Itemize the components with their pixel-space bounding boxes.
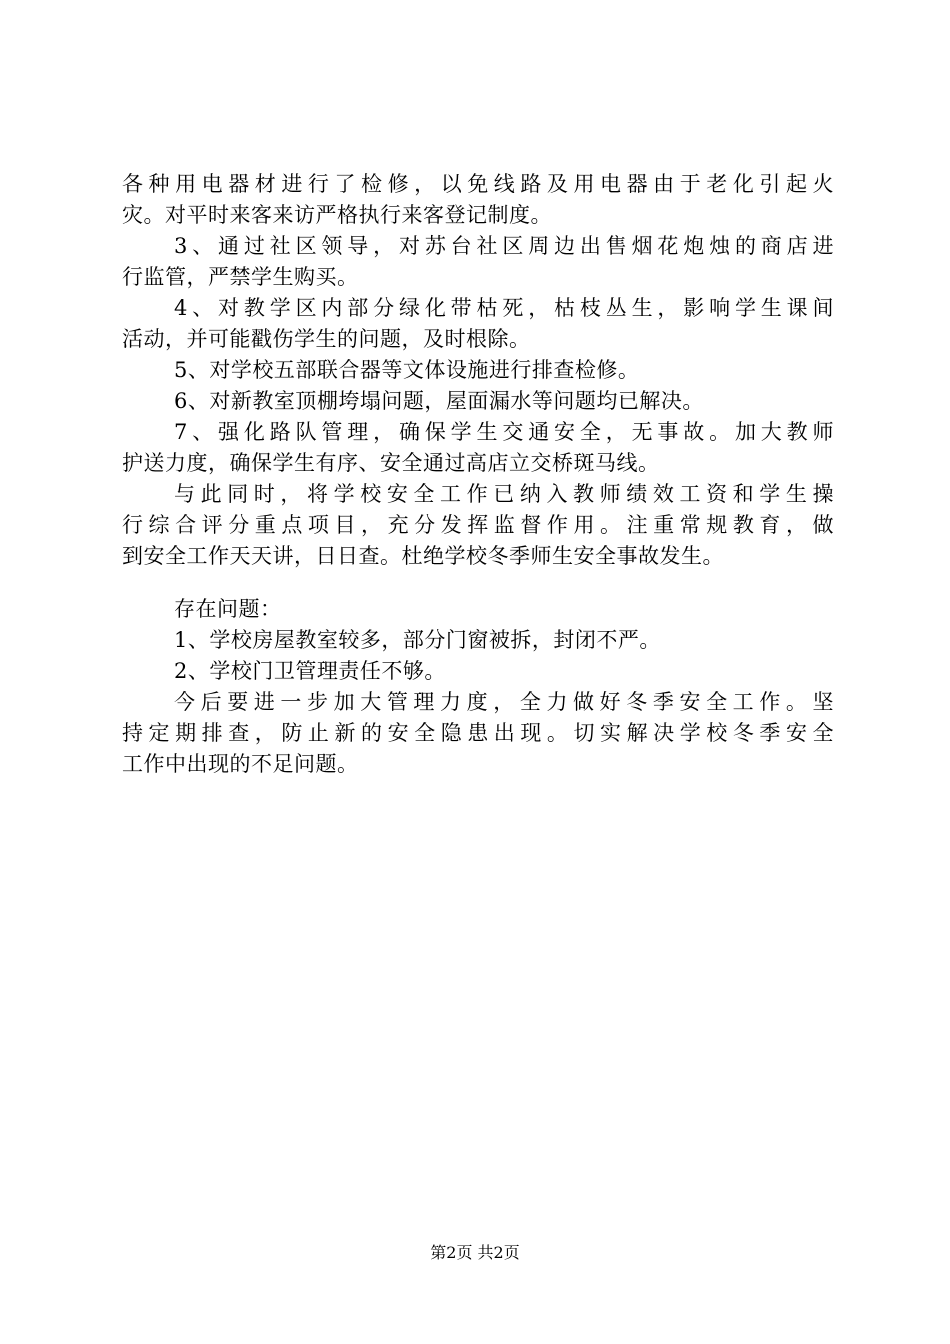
text-line: 6、对新教室顶棚垮塌问题，屋面漏水等问题均已解决。 <box>174 389 704 413</box>
text-line: 2、学校门卫管理责任不够。 <box>174 659 446 683</box>
text-line: 活动，并可能戳伤学生的问题，及时根除。 <box>122 327 531 351</box>
text-line: 灾。对平时来客来访严格执行来客登记制度。 <box>122 203 552 227</box>
paragraph-gap <box>122 572 834 594</box>
paragraph-future-plan <box>122 687 834 780</box>
paragraph-item-7 <box>122 417 834 479</box>
paragraph-problem-1 <box>122 625 834 656</box>
text-line: 3、通过社区领导，对苏台社区周边出售烟花炮烛的商店进 <box>174 234 834 258</box>
page-number-footer: 第2页 共2页 <box>430 1243 520 1262</box>
text-line: 与此同时，将学校安全工作已纳入教师绩效工资和学生操 <box>174 482 834 506</box>
paragraph-problem-2 <box>122 656 834 687</box>
text-line: 各种用电器材进行了检修，以免线路及用电器由于老化引起火 <box>122 172 834 196</box>
paragraph-equipment-repair <box>122 169 834 231</box>
text-line: 1、学校房屋教室较多，部分门窗被拆，封闭不严。 <box>174 628 661 652</box>
paragraph-item-5 <box>122 355 834 386</box>
text-line: 护送力度，确保学生有序、安全通过高店立交桥斑马线。 <box>122 451 660 475</box>
document-body <box>122 169 834 780</box>
text-line: 存在问题： <box>174 597 282 621</box>
paragraph-item-3 <box>122 231 834 293</box>
text-line: 持定期排查，防止新的安全隐患出现。切实解决学校冬季安全 <box>122 721 834 745</box>
text-line: 7、强化路队管理，确保学生交通安全，无事故。加大教师 <box>174 420 834 444</box>
text-line: 4、对教学区内部分绿化带枯死，枯枝丛生，影响学生课间 <box>174 296 834 320</box>
text-line: 5、对学校五部联合器等文体设施进行排查检修。 <box>174 358 640 382</box>
section-heading-problems <box>122 594 834 625</box>
paragraph-item-6 <box>122 386 834 417</box>
paragraph-item-4 <box>122 293 834 355</box>
text-line: 工作中出现的不足问题。 <box>122 752 359 776</box>
text-line: 到安全工作天天讲，日日查。杜绝学校冬季师生安全事故发生。 <box>122 544 724 568</box>
paragraph-meanwhile <box>122 479 834 572</box>
text-line: 今后要进一步加大管理力度，全力做好冬季安全工作。坚 <box>174 690 834 714</box>
text-line: 行监管，严禁学生购买。 <box>122 265 359 289</box>
text-line: 行综合评分重点项目，充分发挥监督作用。注重常规教育，做 <box>122 513 834 537</box>
